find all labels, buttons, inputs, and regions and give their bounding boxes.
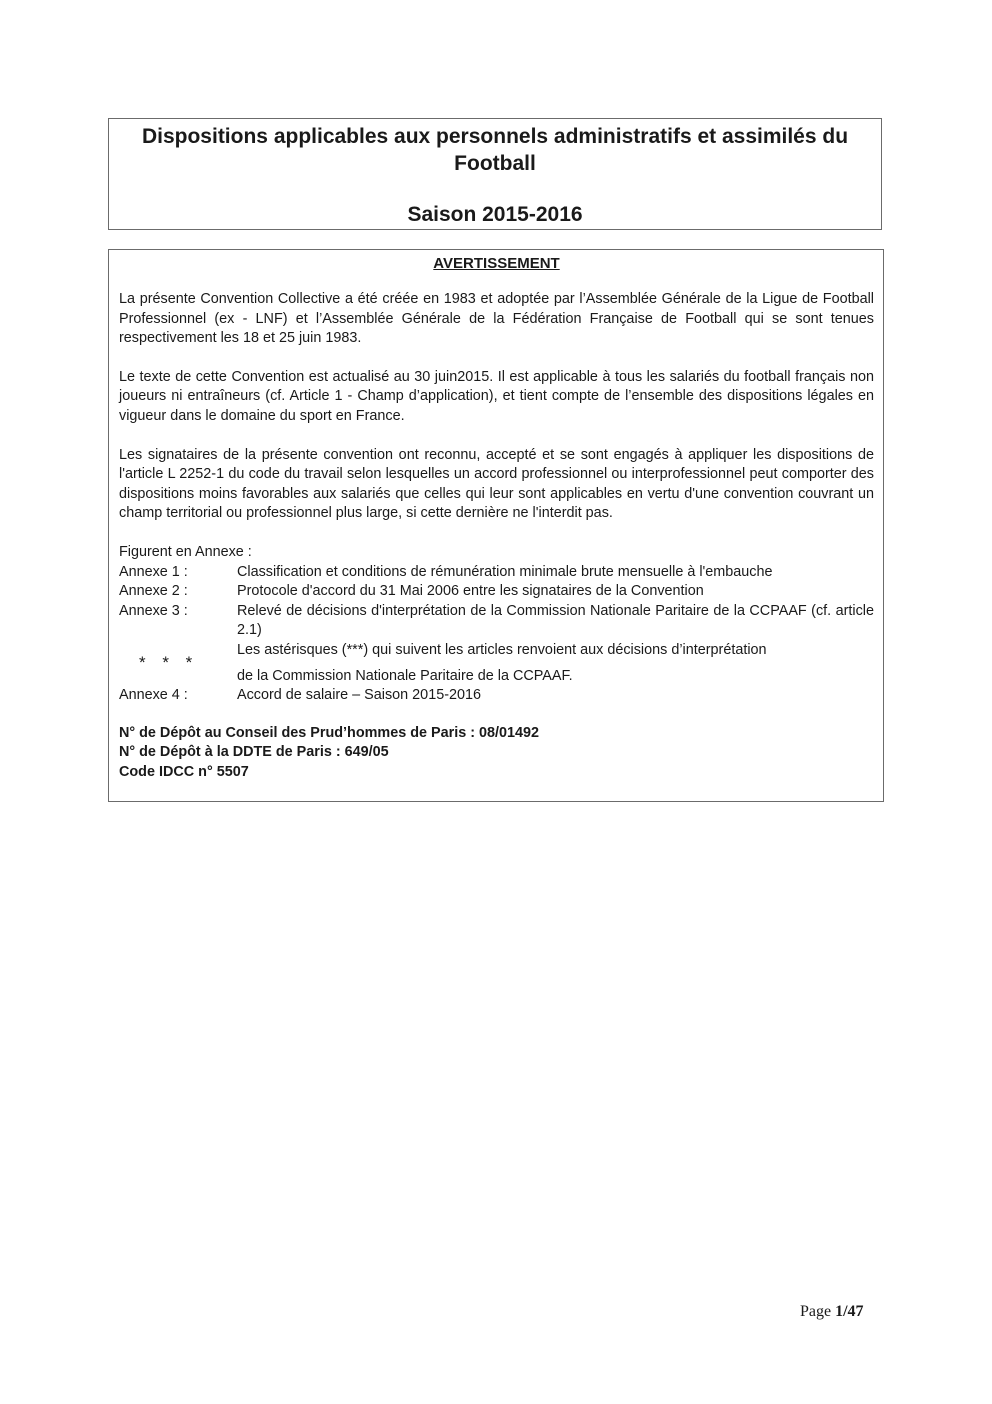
annex-text: Relevé de décisions d'interprétation de la Commission Nationale Paritaire de la CCPAAF (cf. article 2.1) xyxy=(237,602,874,639)
asterisk-note-line1: Les astérisques (***) qui suivent les articles renvoient aux décisions d’interprétation xyxy=(237,641,767,658)
page-number xyxy=(800,1303,864,1321)
annex-text: Classification et conditions de rémunération minimale brute mensuelle à l'embauche xyxy=(237,563,773,580)
idcc-code: Code IDCC n° 5507 xyxy=(119,763,249,780)
paragraph-creation: La présente Convention Collective a été créée en 1983 et adoptée par l’Assemblée Générale de la Ligue de Football Professionnel (ex - LNF) et l’Assemblée Générale de la Fédération Française de Football qui se sont tenues respectivement les 18 et 25 juin 1983. xyxy=(119,291,874,347)
warning-box xyxy=(108,249,884,802)
annex-item xyxy=(119,582,874,602)
asterisk-note xyxy=(119,641,874,686)
annex-text: Accord de salaire – Saison 2015-2016 xyxy=(237,687,482,704)
annex-intro: Figurent en Annexe : xyxy=(119,543,252,560)
annex-label: Annexe 2 : xyxy=(119,583,188,600)
asterisk-note-line2: de la Commission Nationale Paritaire de la CCPAAF. xyxy=(237,667,573,684)
deposit-prudhommes: N° de Dépôt au Conseil des Prud’hommes de Paris : 08/01492 xyxy=(119,724,540,741)
deposit-info xyxy=(119,724,874,783)
page-number-prefix: Page xyxy=(800,1303,836,1320)
annex-label: Annexe 3 : xyxy=(119,602,188,619)
warning-heading: AVERTISSEMENT xyxy=(433,255,560,272)
annex-text: Protocole d'accord du 31 Mai 2006 entre les signataires de la Convention xyxy=(237,583,704,600)
annex-item xyxy=(119,686,874,706)
asterisk-symbol: * * * xyxy=(139,652,199,672)
page-number-value: 1/47 xyxy=(835,1303,864,1320)
paragraph-scope: Le texte de cette Convention est actualisé au 30 juin2015. Il est applicable à tous les salariés du football français non joueurs ni entraîneurs (cf. Article 1 - Champ d’application), et tient compte de l’ensemble des dispositions légales en vigueur dans le domaine du sport en France. xyxy=(119,368,874,424)
document-title: Dispositions applicables aux personnels administratifs et assimilés du Football xyxy=(141,125,849,175)
annex-item xyxy=(119,602,874,641)
deposit-ddte: N° de Dépôt à la DDTE de Paris : 649/05 xyxy=(119,744,389,761)
season-title: Saison 2015-2016 xyxy=(407,203,583,226)
paragraph-signatories: Les signataires de la présente convention ont reconnu, accepté et se sont engagés à appliquer les dispositions de l'article L 2252-1 du code du travail selon lesquelles un accord professionnel ou interprofessionnel peut comporter des dispositions moins favorables aux salariés que celles qui leur sont applicables en vertu d'une convention couvrant un champ territorial ou professionnel plus large, si cette dernière ne l'interdit pas. xyxy=(119,446,874,522)
title-box xyxy=(108,118,882,230)
annex-label: Annexe 1 : xyxy=(119,563,188,580)
annex-item xyxy=(119,563,874,583)
annex-label: Annexe 4 : xyxy=(119,687,188,704)
